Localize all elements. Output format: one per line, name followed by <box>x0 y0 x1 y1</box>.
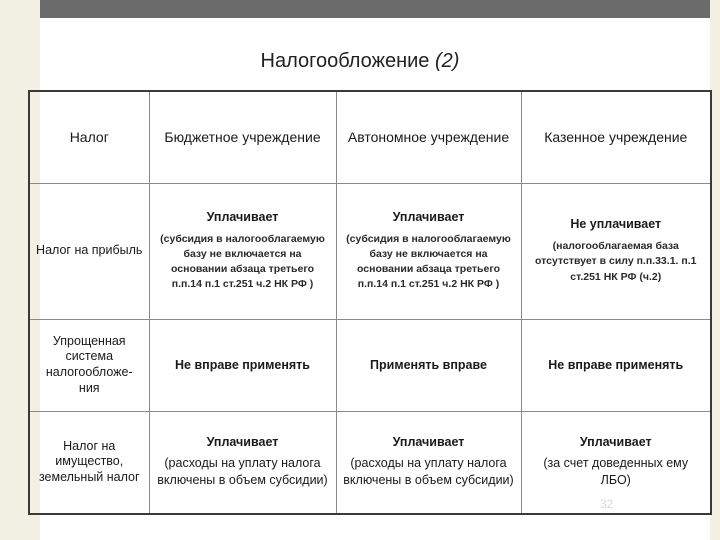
cell-autonomous <box>336 183 521 319</box>
cell-main: Уплачивает <box>392 435 465 450</box>
cell-budget <box>149 411 336 514</box>
page-number: 32 <box>600 497 614 511</box>
taxation-table <box>28 90 712 515</box>
cell-budget <box>149 183 336 319</box>
cell-main: Уплачивает <box>579 435 652 450</box>
cell-state-owned <box>521 183 711 319</box>
cell-autonomous <box>336 411 521 514</box>
cell-budget: Не вправе применять <box>149 319 336 411</box>
table-row <box>29 319 711 411</box>
cell-main: Не уплачивает <box>570 217 662 232</box>
slide-title <box>0 50 720 73</box>
cell-note: (расходы на уплату налога включены в объем субсидии) <box>157 456 328 488</box>
header-tax: Налог <box>29 91 149 183</box>
title-number: (2) <box>435 50 460 72</box>
header-state-owned: Казенное учреждение <box>521 91 711 183</box>
cell-main: Уплачивает <box>206 435 279 450</box>
cell-note: (расходы на уплату налога включены в объем субсидии) <box>343 456 514 488</box>
header-budget: Бюджетное учреждение <box>149 91 336 183</box>
cell-main: Уплачивает <box>392 209 465 224</box>
cell-note: (за счет доведенных ему ЛБО) <box>543 456 689 488</box>
cell-state-owned: Не вправе применять <box>521 319 711 411</box>
cell-state-owned <box>521 411 711 514</box>
cell-main: Уплачивает <box>206 209 279 224</box>
table-row <box>29 183 711 319</box>
row-tax-name: Упрощенная система налогообложе-ния <box>29 319 149 411</box>
cell-note: (субсидия в налогооблагаемую базу не включается на основании абзаца третьего п.п.14 п.1 ст.251 ч.2 НК РФ ) <box>160 232 325 291</box>
title-main: Налогообложение <box>260 50 430 72</box>
row-tax-name: Налог на имущество, земельный налог <box>29 411 149 514</box>
cell-autonomous: Применять вправе <box>336 319 521 411</box>
row-tax-name: Налог на прибыль <box>29 183 149 319</box>
top-decor-bar <box>40 0 710 18</box>
table-header-row <box>29 91 711 183</box>
cell-note: (налогооблагаемая база отсутствует в силу п.п.33.1. п.1 ст.251 НК РФ (ч.2) <box>535 240 697 283</box>
cell-note: (субсидия в налогооблагаемую базу не включается на основании абзаца третьего п.п.14 п.1 ст.251 ч.2 НК РФ ) <box>346 232 511 291</box>
header-autonomous: Автономное учреждение <box>336 91 521 183</box>
